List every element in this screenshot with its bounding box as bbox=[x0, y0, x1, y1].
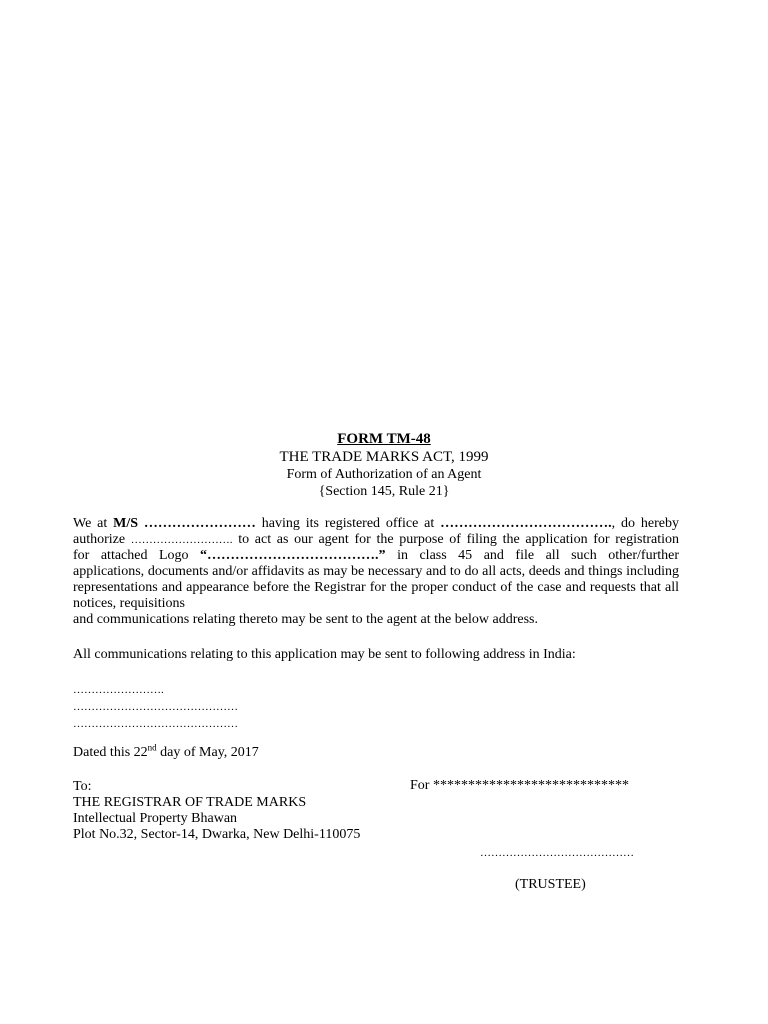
registered-office-text: having its registered office at bbox=[261, 516, 435, 531]
section-reference: {Section 145, Rule 21} bbox=[318, 484, 450, 499]
dated-rest: day of May, 2017 bbox=[156, 745, 259, 760]
paragraph-line-5: representations and appearance before the Registrar for the proper conduct of the case and requests that all bbox=[73, 580, 679, 595]
address-line-2: ……………………………………… bbox=[73, 701, 238, 713]
authorize-text: authorize bbox=[73, 532, 126, 547]
form-title: FORM TM-48 bbox=[337, 431, 431, 447]
ms-label: M/S bbox=[113, 516, 139, 531]
agent-name-placeholder: ………………………. bbox=[130, 534, 233, 546]
for-signatory-line bbox=[410, 778, 629, 794]
authorization-paragraph bbox=[73, 516, 679, 628]
we-at-text: We at bbox=[73, 516, 108, 531]
recipient-name: THE REGISTRAR OF TRADE MARKS bbox=[73, 795, 307, 810]
dated-line bbox=[73, 742, 259, 761]
office-address-placeholder: ………………………………. bbox=[440, 516, 612, 531]
signatory-designation: (TRUSTEE) bbox=[515, 877, 586, 892]
form-name: Form of Authorization of an Agent bbox=[286, 467, 482, 482]
dated-ordinal-suffix: nd bbox=[147, 742, 157, 753]
recipient-building: Intellectual Property Bhawan bbox=[73, 811, 238, 826]
paragraph-line-6: notices, requisitions bbox=[73, 596, 185, 611]
communications-text: All communications relating to this application may be sent to following address in India: bbox=[73, 647, 576, 662]
for-name-placeholder: **************************** bbox=[432, 778, 629, 793]
signature-placeholder: …………………………………… bbox=[480, 847, 634, 859]
paragraph-line-1 bbox=[73, 516, 679, 532]
recipient-block bbox=[73, 779, 360, 843]
address-line-3: ……………………………………… bbox=[73, 718, 238, 730]
class-text: in class 45 and file all such other/further bbox=[397, 548, 680, 563]
paragraph-line-4: applications, documents and/or affidavits as may be necessary and to do all acts, deeds and things including bbox=[73, 564, 679, 579]
paragraph-line-7: and communications relating thereto may be sent to the agent at the below address. bbox=[73, 612, 538, 627]
for-label: For bbox=[410, 778, 430, 793]
address-line-1: ……………………. bbox=[73, 684, 164, 696]
to-label: To: bbox=[73, 779, 92, 794]
agent-purpose-text: to act as our agent for the purpose of filing the application for registration bbox=[238, 532, 680, 547]
logo-name-placeholder: “……………………………….” bbox=[200, 548, 386, 563]
paragraph-line-2 bbox=[73, 532, 679, 548]
paragraph-line-3 bbox=[73, 548, 679, 564]
for-logo-text: for attached Logo bbox=[73, 548, 189, 563]
company-name-placeholder: …………………… bbox=[143, 516, 256, 531]
dated-prefix: Dated this 22 bbox=[73, 745, 148, 760]
address-placeholder-lines bbox=[73, 682, 238, 733]
act-name: THE TRADE MARKS ACT, 1999 bbox=[279, 449, 489, 465]
recipient-address: Plot No.32, Sector-14, Dwarka, New Delhi-110075 bbox=[73, 827, 361, 842]
do-hereby-text: , do hereby bbox=[611, 516, 680, 531]
